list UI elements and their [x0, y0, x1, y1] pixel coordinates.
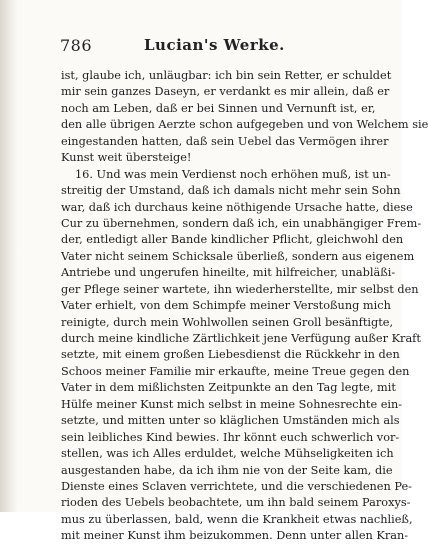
text-line: den alle übrigen Aerzte schon aufgegeben und von Welchem sie [61, 118, 428, 132]
text-line: mir sein ganzes Daseyn, er verdankt es mir allein, daß er [61, 85, 390, 99]
text-line: Vater nicht seinem Schicksale überließ, sondern aus eigenem [61, 249, 415, 263]
text-line: war, daß ich durchaus keine nöthigende Ursache hatte, diese [61, 200, 413, 214]
text-line: mus zu überlassen, bald, wenn die Krankheit etwas nachließ, [61, 512, 413, 526]
text-line: Antriebe und ungerufen hineilte, mit hilfreicher, unabläßi- [61, 266, 396, 280]
text-line: eingestanden hatten, daß sein Uebel das Vermögen ihrer [61, 134, 389, 148]
text-line: Cur zu übernehmen, sondern daß ich, ein unabhängiger Frem- [61, 216, 422, 230]
text-line: Dienste eines Sclaven verrichtete, und die verschiedenen Pe- [61, 479, 412, 493]
text-line: Vater erhielt, von dem Schimpfe meiner Verstoßung mich [61, 299, 391, 313]
text-line: streitig der Umstand, daß ich damals nicht mehr sein Sohn [61, 184, 401, 198]
text-line: noch am Leben, daß er bei Sinnen und Vernunft ist, er, [61, 101, 376, 115]
running-header [60, 36, 360, 58]
text-line: setzte, mit einem großen Liebesdienst die Rückkehr in den [61, 348, 400, 362]
text-line: Schoos meiner Familie mir erkaufte, meine Treue gegen den [61, 364, 410, 378]
text-line: ausgestanden habe, da ich ihm nie von der Seite kam, die [61, 463, 393, 477]
page-gutter-shadow [0, 0, 18, 512]
page-number: 786 [60, 36, 93, 55]
text-line: reinigte, durch mein Wohlwollen seinen Groll besänftigte, [61, 315, 394, 329]
paragraph-start-line: 16. Und was mein Verdienst noch erhöhen muß, ist un- [75, 167, 391, 181]
text-line: ist, glaube ich, unläugbar: ich bin sein Retter, er schuldet [61, 69, 392, 82]
text-line: Hülfe meiner Kunst mich selbst in meine Sohnesrechte ein- [61, 397, 403, 411]
text-line: durch meine kindliche Zärtlichkeit jene Verfügung außer Kraft [61, 332, 421, 345]
text-line: sein leibliches Kind bewies. Ihr könnt euch schwerlich vor- [61, 430, 400, 444]
text-line: setzte, und mitten unter so kläglichen Umständen mich als [61, 414, 400, 428]
text-line: stellen, was ich Alles erduldet, welche Mühseligkeiten ich [61, 447, 394, 461]
text-line: der, entledigt aller Bande kindlicher Pflicht, gleichwohl den [61, 233, 404, 247]
body-text [61, 68, 428, 545]
text-line: mit meiner Kunst ihm beizukommen. Denn unter allen Kran- [61, 529, 409, 543]
text-line: Vater in dem mißlichsten Zeitpunkte an den Tag legte, mit [61, 381, 396, 395]
running-title: Lucian's Werke. [144, 36, 285, 54]
text-line: Kunst weit übersteige! [61, 151, 192, 165]
text-line: rioden des Uebels beobachtete, um ihn bald seinem Paroxys- [61, 496, 411, 510]
text-line: ger Pflege seiner wartete, ihn wiederherstellte, mir selbst den [61, 282, 419, 296]
